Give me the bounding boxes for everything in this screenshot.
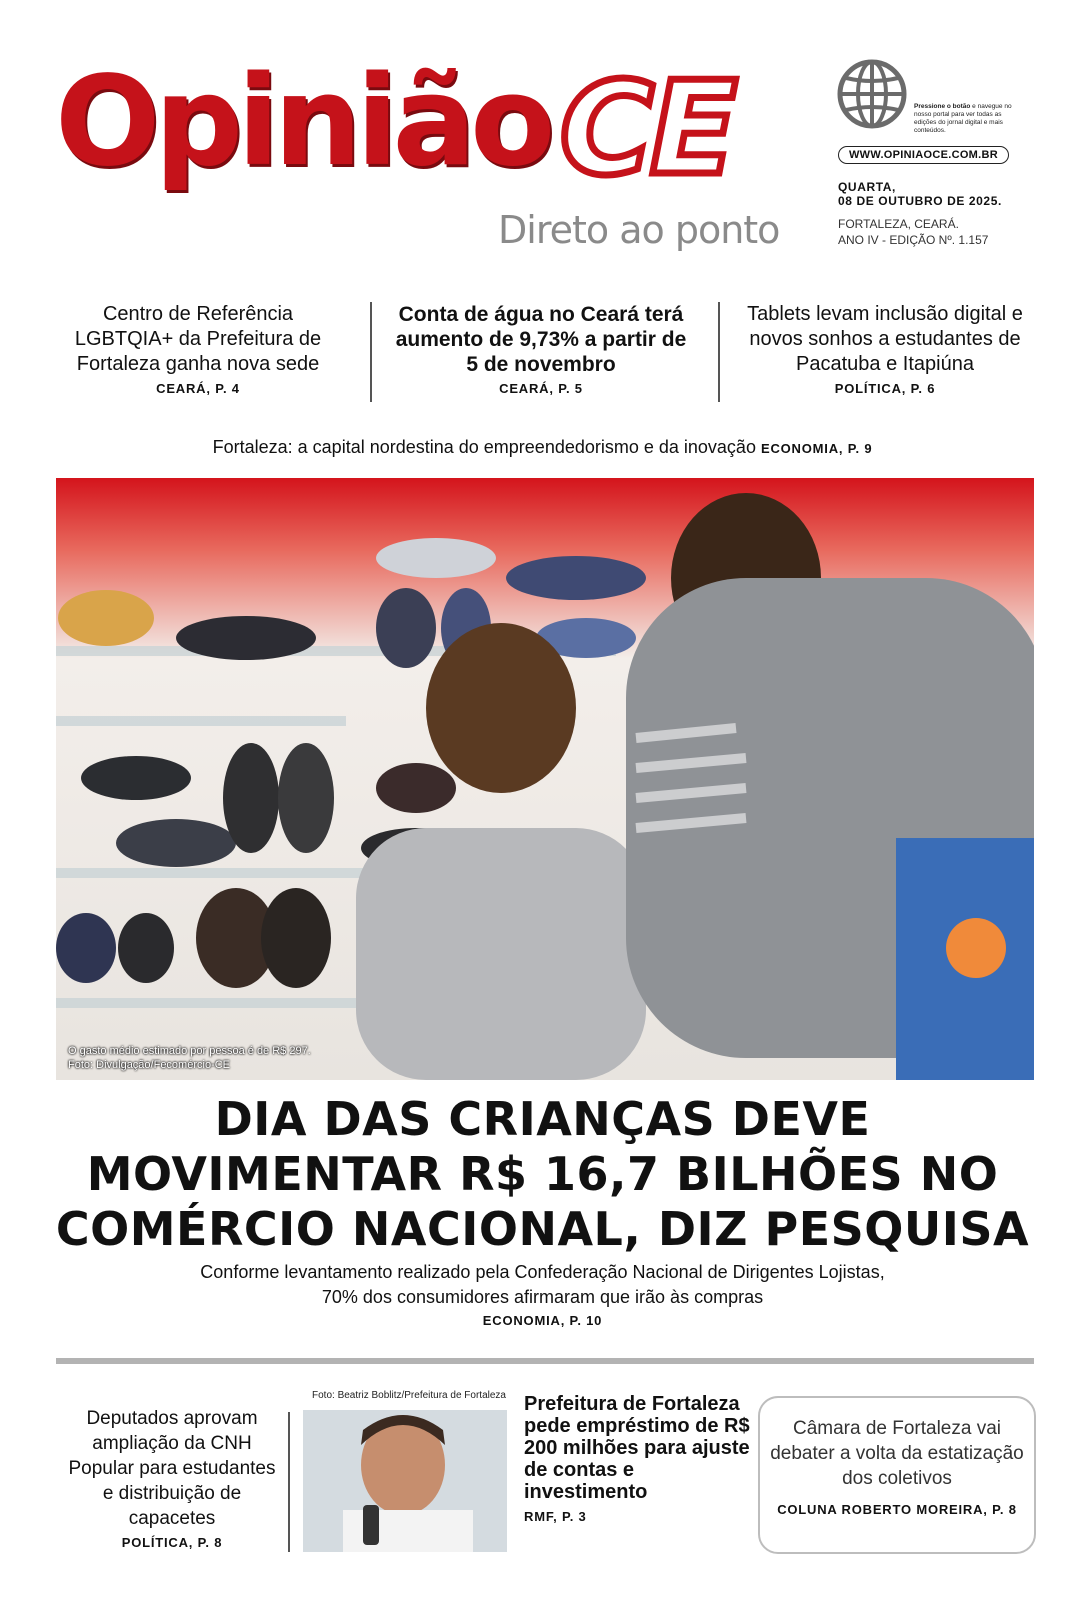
teaser-section: COLUNA ROBERTO MOREIRA, P. 8 xyxy=(777,1502,1017,1517)
mayor-photo[interactable] xyxy=(303,1410,507,1552)
logo-opiniao: Opinião xyxy=(55,50,550,194)
city: FORTALEZA, CEARÁ. xyxy=(838,217,959,231)
portal-note-bold: Pressione o botão xyxy=(914,103,971,110)
column-divider xyxy=(718,302,720,402)
column-box-roberto-moreira[interactable] xyxy=(758,1396,1036,1554)
photo-credit: Foto: Beatriz Boblitz/Prefeitura de Fortaleza xyxy=(312,1390,506,1401)
teaser-title: Conta de água no Ceará terá aumento de 9,73% a partir de 5 de novembro xyxy=(395,303,687,376)
main-story-photo[interactable] xyxy=(56,478,1034,1080)
edition-number: ANO IV - EDIÇÃO Nº. 1.157 xyxy=(838,233,989,247)
teaser-section: POLÍTICA, P. 6 xyxy=(834,381,936,396)
portal-note-text: e navegue no nosso portal para ver todas as edições do jornal digital e mais conteúdos. xyxy=(914,103,1012,134)
photo-caption xyxy=(68,1044,388,1072)
teaser-section: ECONOMIA, P. 9 xyxy=(760,441,873,456)
photo-credit: Foto: Divulgação/Fecomércio-CE xyxy=(68,1059,231,1071)
main-headline[interactable]: DIA DAS CRIANÇAS DEVE MOVIMENTAR R$ 16,7 BILHÕES NO COMÉRCIO NACIONAL, DIZ PESQUISA xyxy=(55,1092,1030,1256)
teaser-empreendedorismo[interactable] xyxy=(0,437,1085,458)
column-divider xyxy=(370,302,372,402)
teaser-lgbtqia[interactable] xyxy=(66,302,330,396)
column-divider xyxy=(288,1412,290,1552)
teaser-section: RMF, P. 3 xyxy=(524,1509,587,1524)
teaser-title: Fortaleza: a capital nordestina do empreendedorismo e da inovação xyxy=(212,437,756,457)
subhead-line-2: 70% dos consumidores afirmaram que irão às compras xyxy=(321,1287,764,1307)
teaser-section: CEARÁ, P. 5 xyxy=(499,381,583,396)
subhead-line-1: Conforme levantamento realizado pela Confederação Nacional de Dirigentes Lojistas, xyxy=(200,1262,885,1282)
main-section: ECONOMIA, P. 10 xyxy=(482,1313,603,1328)
date-weekday: QUARTA, xyxy=(838,180,896,194)
teaser-title: Deputados aprovam ampliação da CNH Popular para estudantes e distribuição de capacetes xyxy=(68,1408,276,1529)
teaser-section: POLÍTICA, P. 8 xyxy=(121,1535,223,1550)
tagline: Direto ao ponto xyxy=(498,208,780,252)
teaser-title: Centro de Referência LGBTQIA+ da Prefeitura de Fortaleza ganha nova sede xyxy=(74,303,322,375)
teaser-title: Tablets levam inclusão digital e novos sonhos a estudantes de Pacatuba e Itapiúna xyxy=(747,303,1023,375)
photo-caption-text: O gasto médio estimado por pessoa é de R$ 297. xyxy=(68,1045,311,1057)
teaser-title: Câmara de Fortaleza vai debater a volta da estatização dos coletivos xyxy=(770,1418,1024,1489)
portal-note xyxy=(914,103,1014,135)
teaser-section: CEARÁ, P. 4 xyxy=(156,381,240,396)
teaser-title: Prefeitura de Fortaleza pede empréstimo de R$ 200 milhões para ajuste de contas e investimento xyxy=(524,1393,750,1503)
logo-ce: CE xyxy=(560,55,734,204)
main-subhead xyxy=(0,1260,1085,1310)
site-url-link[interactable]: WWW.OPINIAOCE.COM.BR xyxy=(838,146,1009,164)
globe-icon[interactable] xyxy=(836,58,908,130)
teaser-cnh-popular[interactable] xyxy=(66,1406,278,1550)
teaser-tablets[interactable] xyxy=(735,302,1035,396)
teaser-emprestimo[interactable] xyxy=(524,1393,754,1524)
date-full: 08 DE OUTUBRO DE 2025. xyxy=(838,194,1002,208)
horizontal-rule xyxy=(56,1358,1034,1364)
teaser-conta-agua[interactable] xyxy=(392,302,690,396)
